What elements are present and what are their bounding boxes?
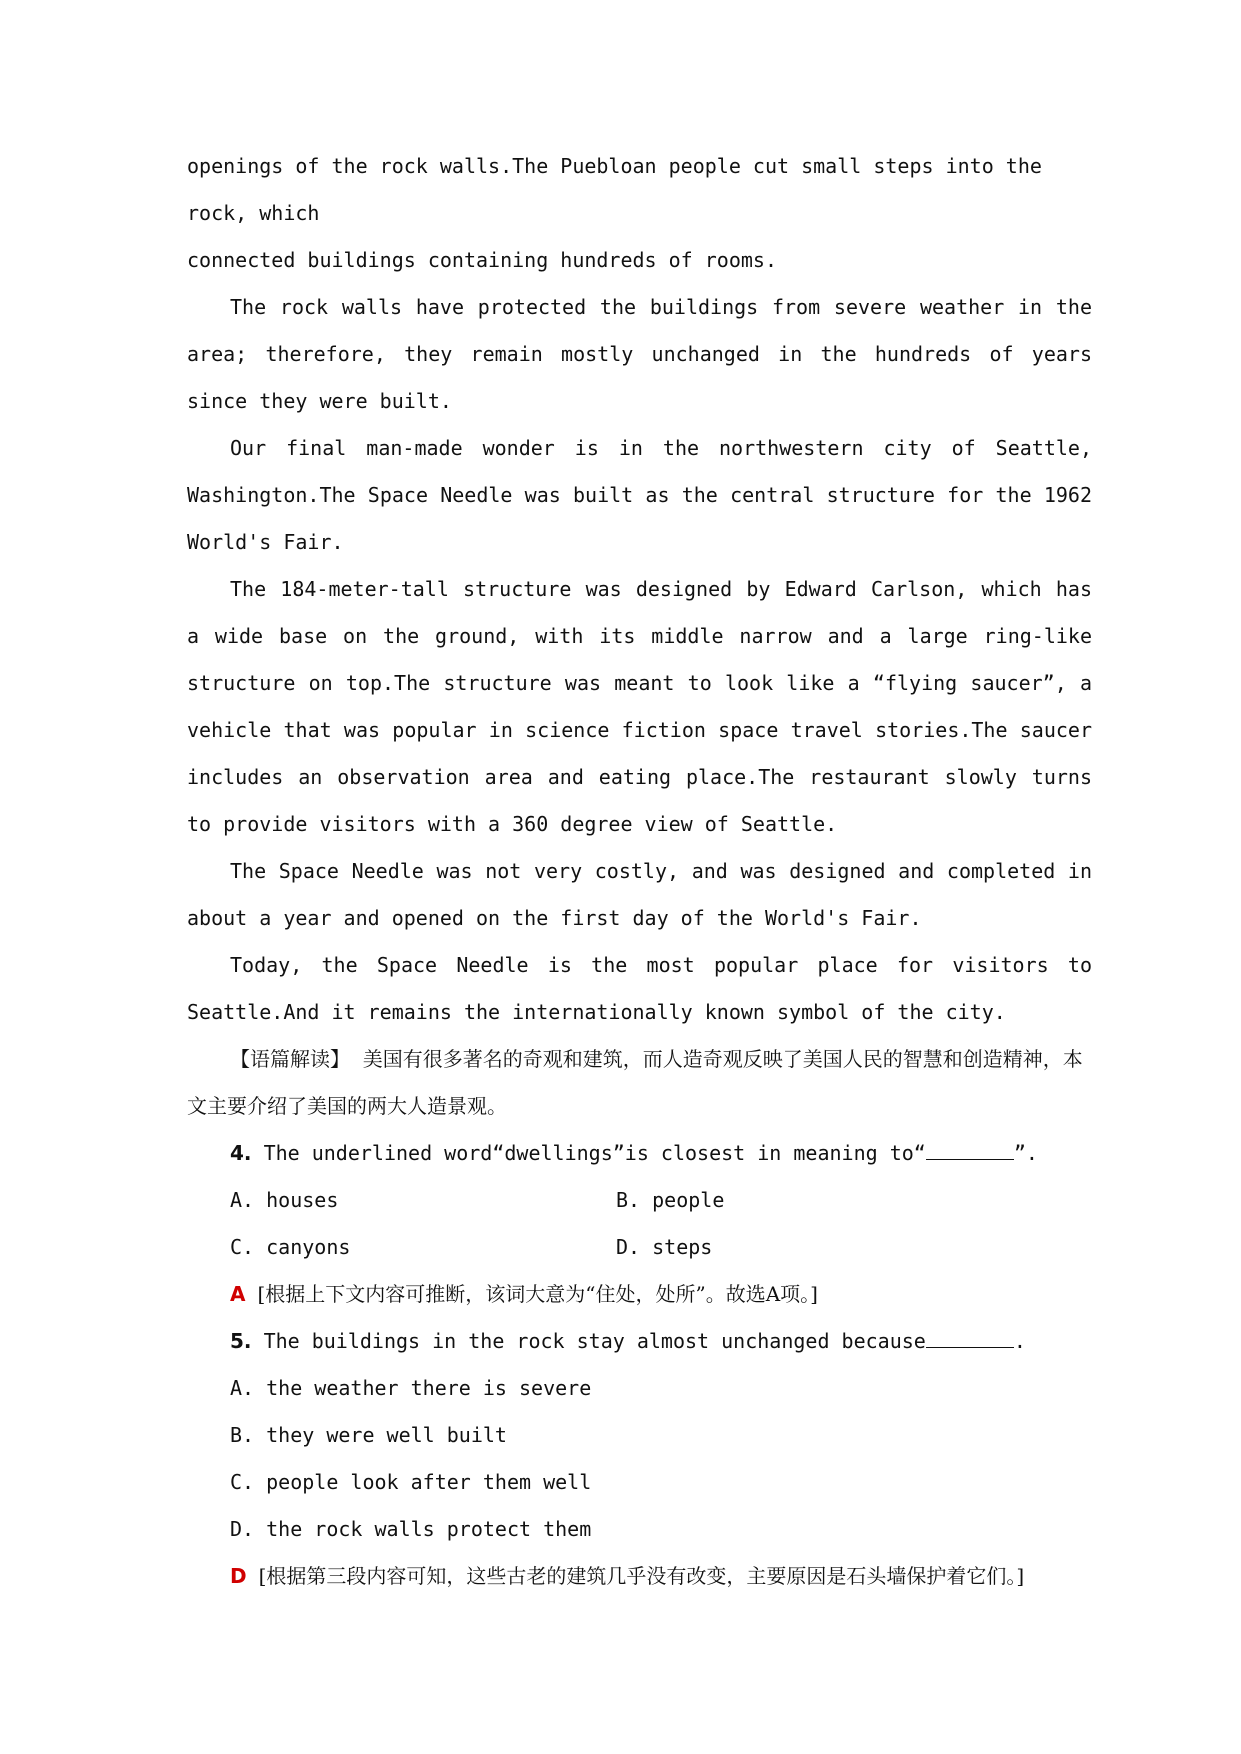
passage-line: connected buildings containing hundreds of rooms.: [187, 248, 778, 272]
option-d: D. steps: [616, 1235, 713, 1259]
interpretation-tag: 【语篇解读】: [230, 1047, 350, 1071]
question-4-answer: [187, 1271, 1092, 1318]
question-text: The buildings in the rock stay almost unchanged because: [263, 1329, 926, 1353]
page-content: [187, 143, 1092, 1600]
answer-letter: A: [230, 1282, 246, 1306]
passage-paragraph: Our final man-made wonder is in the northwestern city of Seattle, Washington.The Space Needle was built as the central structure for the 1962 World's Fair.: [187, 436, 1092, 554]
option-a: A. the weather there is severe: [230, 1376, 592, 1400]
answer-letter: D: [230, 1564, 247, 1588]
question-text-end: .: [1013, 1329, 1026, 1353]
question-text: The underlined word“dwellings”is closest in meaning to“: [263, 1141, 926, 1165]
passage-line: openings of the rock walls.The Puebloan people cut small steps into the rock, which: [187, 154, 1042, 225]
answer-explanation: [根据上下文内容可推断，该词大意为“住处，处所”。故选A项。]: [257, 1282, 818, 1306]
question-text-end: ”.: [1013, 1141, 1038, 1165]
question-5-answer: [187, 1553, 1092, 1600]
question-number: 4.: [230, 1141, 252, 1165]
option-c: C. people look after them well: [230, 1470, 592, 1494]
answer-blank: [926, 1327, 1014, 1348]
option-a: A. houses: [230, 1188, 339, 1212]
question-4-stem: [187, 1130, 1092, 1177]
question-5-stem: [187, 1318, 1092, 1365]
interpretation-text: 美国有很多著名的奇观和建筑，而人造奇观反映了美国人民的智慧和创造精神，本文主要介绍了美国的两大人造景观。: [187, 1047, 1083, 1118]
passage-paragraph: The 184-meter-tall structure was designed by Edward Carlson, which has a wide base on the ground, with its middle narrow and a large ring-like structure on top.The structure was meant to look like a “flying saucer”, a vehicle that was popular in science fiction space travel stories.The saucer includes an observation area and eating place.The restaurant slowly turns to provide visitors with a 360 degree view of Seattle.: [187, 577, 1092, 836]
question-4-options-row: [187, 1177, 1092, 1224]
answer-blank: [926, 1139, 1014, 1160]
option-b: B. they were well built: [230, 1423, 507, 1447]
passage-paragraph: The Space Needle was not very costly, and was designed and completed in about a year and opened on the first day of the World's Fair.: [187, 859, 1092, 930]
passage-paragraph: The rock walls have protected the buildings from severe weather in the area; therefore, they remain mostly unchanged in the hundreds of years since they were built.: [187, 295, 1092, 413]
question-number: 5.: [230, 1329, 252, 1353]
option-c: C. canyons: [230, 1235, 351, 1259]
option-b: B. people: [616, 1188, 725, 1212]
passage-interpretation: [187, 1036, 1092, 1130]
question-4-options-row: [187, 1224, 1092, 1271]
option-d: D. the rock walls protect them: [230, 1517, 592, 1541]
answer-explanation: [根据第三段内容可知，这些古老的建筑几乎没有改变，主要原因是石头墙保护着它们。]: [258, 1564, 1025, 1588]
passage-paragraph: Today, the Space Needle is the most popular place for visitors to Seattle.And it remains the internationally known symbol of the city.: [187, 953, 1092, 1024]
